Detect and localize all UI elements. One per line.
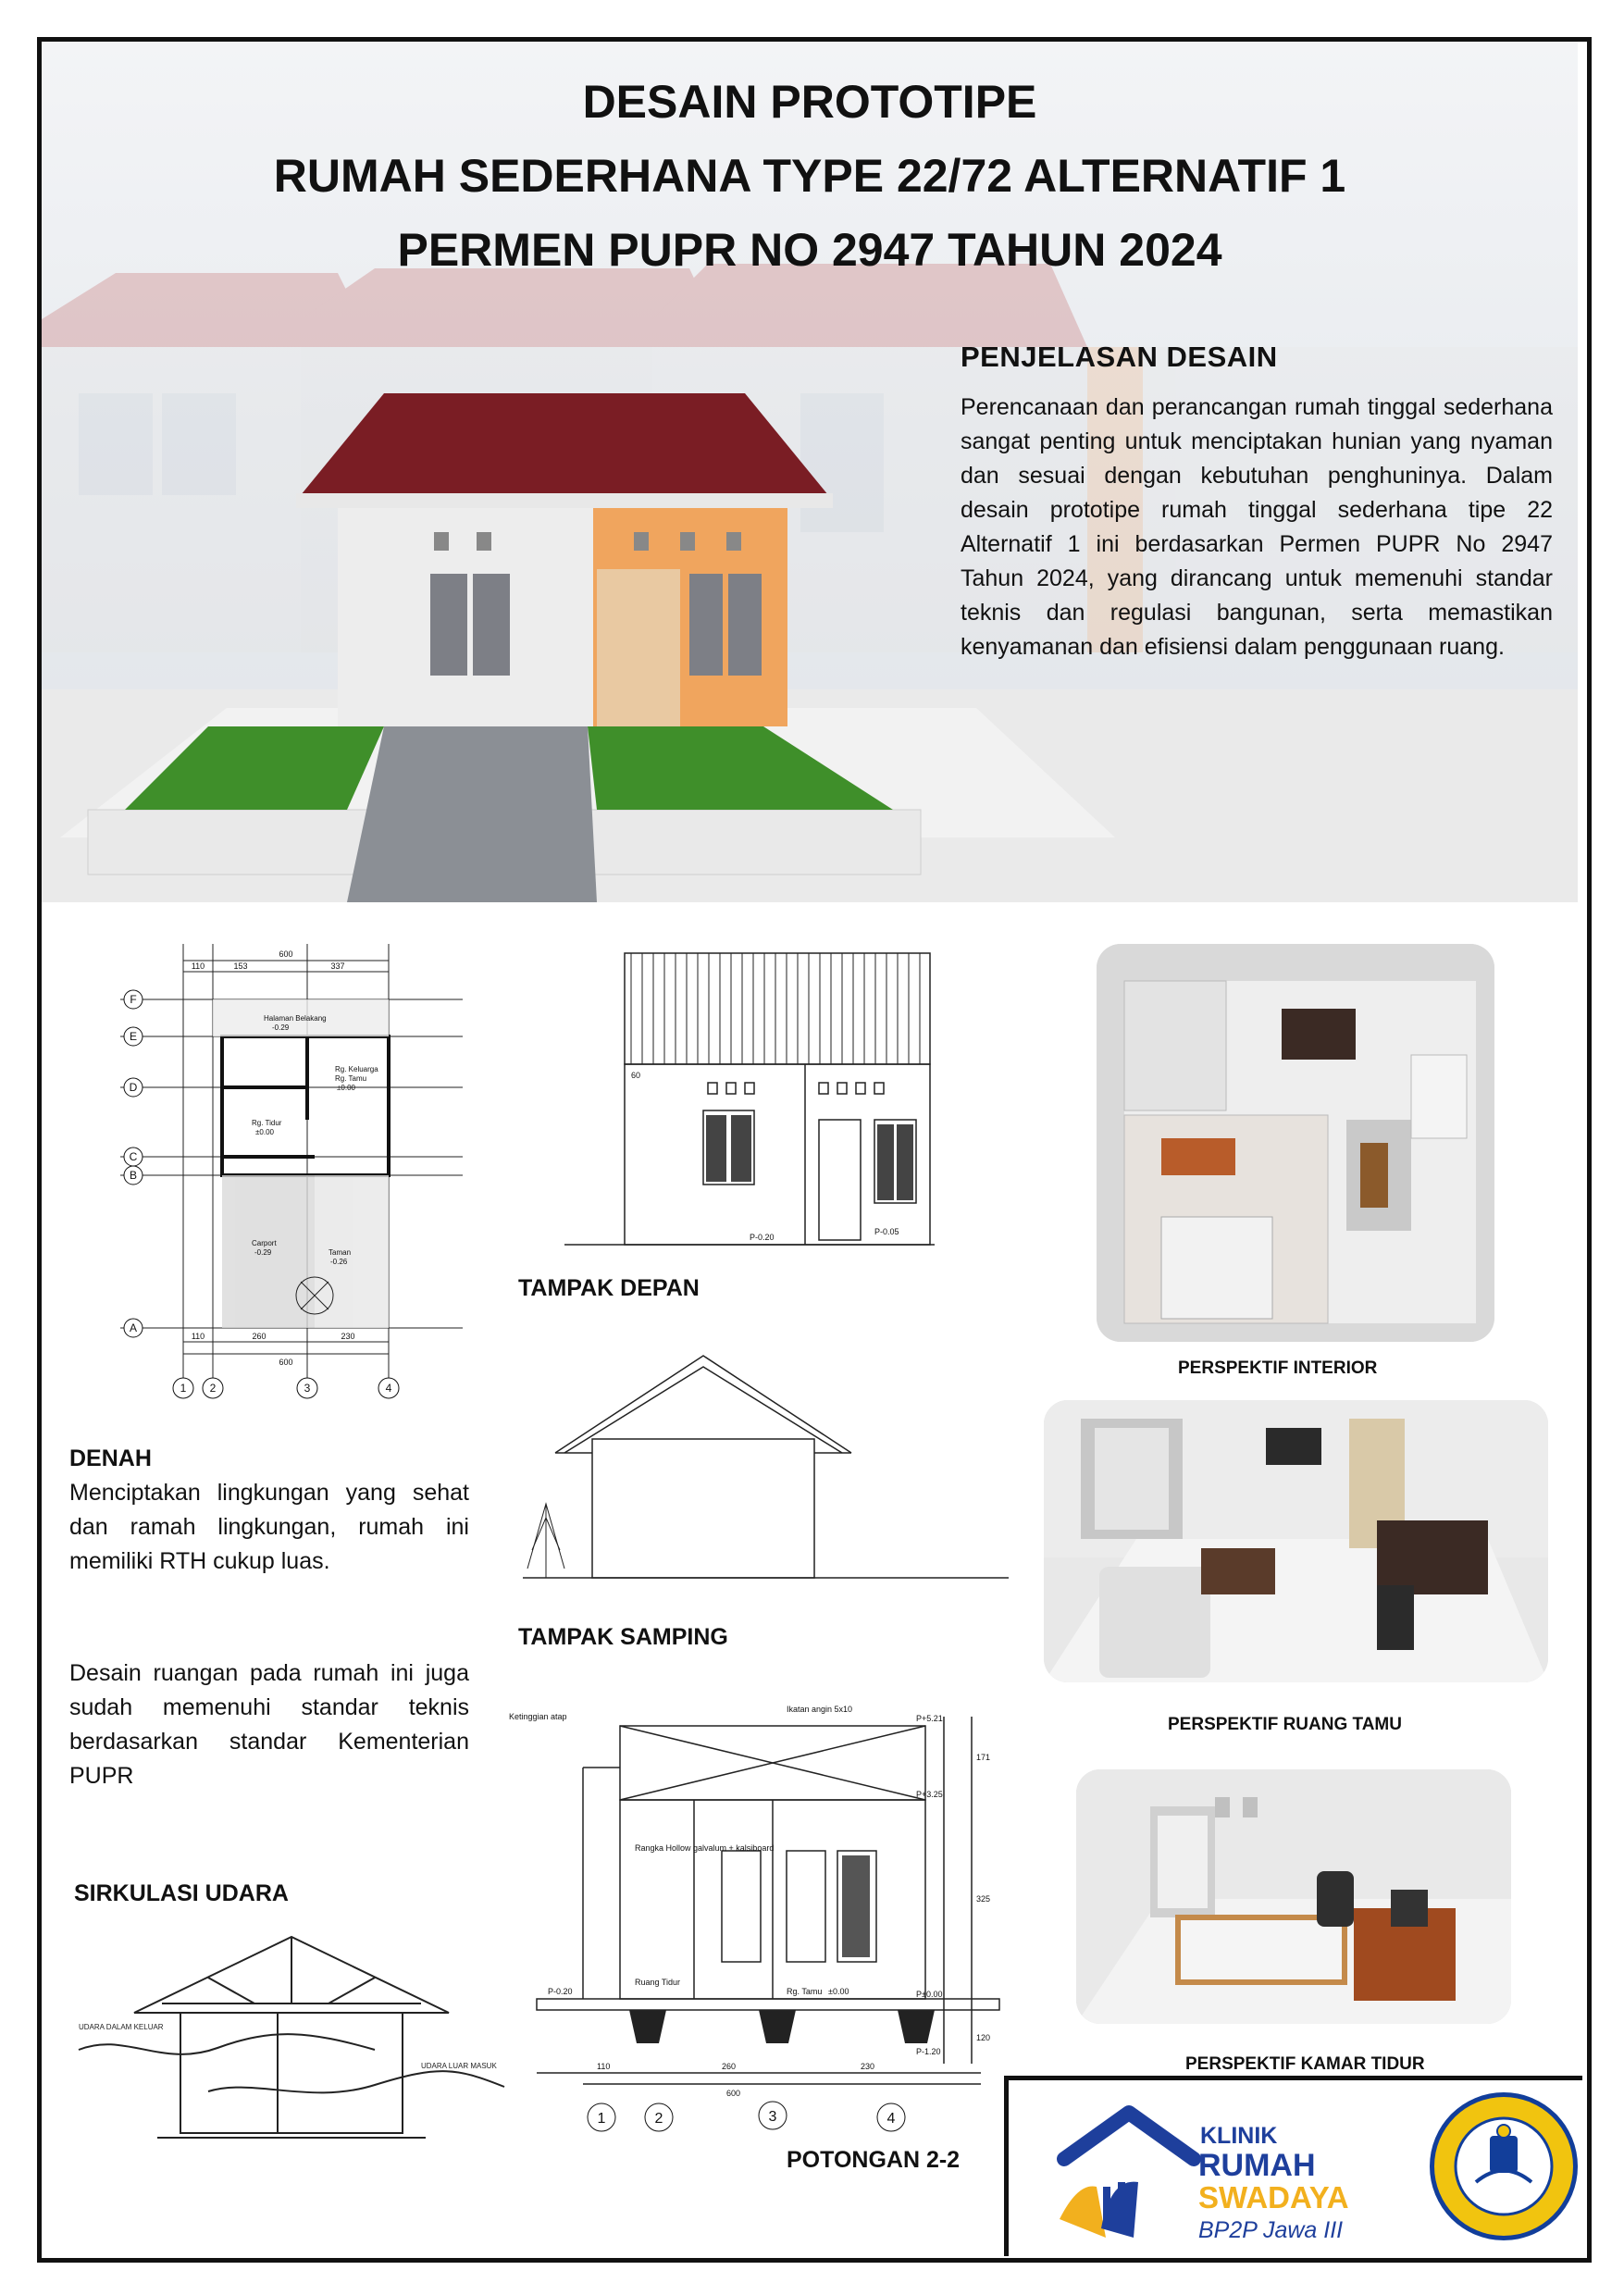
logo-panel: [1004, 2076, 1582, 2256]
dim-bottom-1: 110: [191, 1332, 205, 1341]
perspektif-interior-image: [1097, 944, 1494, 1342]
grid-row-e: E: [129, 1030, 138, 1043]
grid-row-c: C: [129, 1150, 138, 1163]
pot-dim-total: 600: [726, 2089, 741, 2098]
grid-row-d: D: [129, 1081, 138, 1094]
dim-bottom-2: 260: [252, 1332, 267, 1341]
tampak-depan-level-2: P-0.20: [750, 1233, 775, 1242]
pot-grid-3: 3: [768, 2109, 777, 2125]
dim-right-2: 325: [976, 1894, 991, 1904]
room-label-carport: Carport: [252, 1239, 277, 1247]
pot-grid-1: 1: [597, 2111, 606, 2127]
room-level-carport: -0.29: [254, 1248, 272, 1257]
note-rangka: Rangka Hollow galvalum + kalsiboard: [635, 1843, 775, 1853]
note-ruang-tidur: Ruang Tidur: [635, 1978, 681, 1987]
penjelasan-text: Perencanaan dan perancangan rumah tinggal sederhana sangat penting untuk menciptakan hunian yang nyaman dan sesuai dengan kebutuhan penghuninya. Dalam desain prototipe rumah tinggal sederhana tipe 22 Alternatif 1 ini berdasarkan Permen PUPR No 2947 Tahun 2024, yang dirancang untuk memenuhi standar teknis dan regulasi bangunan, serta memastikan kenyamanan dan efisiensi dalam penggunaan ruang.: [961, 394, 1553, 660]
dim-total-top: 600: [279, 949, 293, 959]
pot-grid-4: 4: [886, 2111, 896, 2127]
penjelasan-heading: PENJELASAN DESAIN: [961, 341, 1278, 373]
room-label-tamu: Rg. Tamu: [335, 1074, 367, 1083]
potongan-drawing: [509, 1693, 1009, 2119]
room-label-belakang: Halaman Belakang: [264, 1014, 327, 1023]
note-ketinggian: Ketinggian atap: [509, 1712, 567, 1721]
logo-klinik: KLINIK: [1200, 2123, 1278, 2149]
title-line-3: PERMEN PUPR NO 2947 TAHUN 2024: [397, 224, 1222, 276]
tampak-depan-level-1: P-0.05: [874, 1227, 899, 1236]
note-ikatan: Ikatan angin 5x10: [787, 1705, 853, 1714]
level-4: P-1.20: [916, 2047, 941, 2056]
level-2: P+3.25: [916, 1790, 943, 1799]
room-level-tidur: ±0.00: [255, 1128, 274, 1136]
dim-bottom-total: 600: [279, 1358, 293, 1367]
level-1: P+5.21: [916, 1714, 943, 1723]
grid-col-2: 2: [209, 1382, 217, 1395]
tampak-depan-heading: TAMPAK DEPAN: [518, 1275, 700, 1301]
room-level-keluarga: ±0.00: [337, 1084, 355, 1092]
perspektif-kamar-tidur-caption: PERSPEKTIF KAMAR TIDUR: [1185, 2054, 1425, 2074]
grid-col-1: 1: [180, 1382, 187, 1395]
tampak-depan-drawing: [555, 944, 944, 1259]
label-udara-keluar: UDARA DALAM KELUAR: [79, 2023, 164, 2031]
sirkulasi-diagram: [69, 1929, 514, 2161]
grid-col-4: 4: [385, 1382, 392, 1395]
title-line-2: RUMAH SEDERHANA TYPE 22/72 ALTERNATIF 1: [273, 150, 1346, 202]
room-label-taman: Taman: [329, 1248, 352, 1257]
grid-col-3: 3: [304, 1382, 311, 1395]
denah-paragraph-1: Menciptakan lingkungan yang sehat dan ramah lingkungan, rumah ini memiliki RTH cukup luas.: [69, 1480, 469, 1574]
room-label-tidur: Rg. Tidur: [252, 1119, 282, 1127]
denah-heading: DENAH: [69, 1445, 152, 1471]
tampak-depan-dim: 60: [631, 1071, 641, 1080]
tampak-samping-heading: TAMPAK SAMPING: [518, 1624, 728, 1650]
dim-right-3: 120: [976, 2033, 991, 2042]
dim-top-1: 110: [191, 961, 205, 971]
pot-dim-1: 110: [597, 2062, 611, 2071]
perspektif-ruang-tamu-image: [1044, 1400, 1548, 1682]
room-label-keluarga: Rg. Keluarga: [335, 1065, 378, 1073]
note-p020: P-0.20: [548, 1987, 573, 1996]
perspektif-interior-caption: PERSPEKTIF INTERIOR: [1178, 1358, 1378, 1378]
poster-title: [42, 65, 1578, 287]
logo-swadaya: SWADAYA: [1198, 2180, 1349, 2214]
dim-top-2: 153: [233, 961, 248, 971]
sirkulasi-heading: SIRKULASI UDARA: [74, 1880, 289, 1906]
grid-row-b: B: [129, 1169, 138, 1182]
note-rg-tamu: Rg. Tamu: [787, 1987, 823, 1996]
denah-floor-plan: [93, 907, 481, 1462]
room-level-belakang: -0.29: [272, 1023, 290, 1032]
pot-grid-2: 2: [654, 2111, 663, 2127]
pot-dim-2: 260: [722, 2062, 737, 2071]
university-seal-logo: [1430, 2092, 1578, 2240]
denah-paragraph-2: Desain ruangan pada rumah ini juga sudah memenuhi standar teknis berdasarkan standar Kementerian PUPR: [69, 1660, 469, 1789]
pot-dim-3: 230: [861, 2062, 875, 2071]
grid-row-a: A: [129, 1321, 138, 1334]
tampak-samping-drawing: [518, 1337, 1018, 1596]
label-udara-masuk: UDARA LUAR MASUK: [421, 2062, 497, 2070]
logo-bp2p: BP2P Jawa III: [1198, 2217, 1344, 2243]
room-level-taman: -0.26: [330, 1258, 348, 1266]
dim-right-1: 171: [976, 1753, 991, 1762]
dim-top-3: 337: [330, 961, 345, 971]
potongan-grid-bubbles: [574, 2099, 925, 2136]
title-line-1: DESAIN PROTOTIPE: [582, 76, 1037, 128]
potongan-heading: POTONGAN 2-2: [787, 2147, 961, 2173]
note-p000: ±0.00: [828, 1987, 849, 1996]
logo-rumah: RUMAH: [1198, 2148, 1316, 2183]
perspektif-kamar-tidur-image: [1076, 1769, 1511, 2024]
grid-row-f: F: [130, 993, 137, 1006]
level-3: P±0.00: [916, 1990, 943, 1999]
klinik-rumah-swadaya-logo: [1060, 2113, 1349, 2243]
perspektif-ruang-tamu-caption: PERSPEKTIF RUANG TAMU: [1168, 1715, 1402, 1734]
dim-bottom-3: 230: [341, 1332, 355, 1341]
